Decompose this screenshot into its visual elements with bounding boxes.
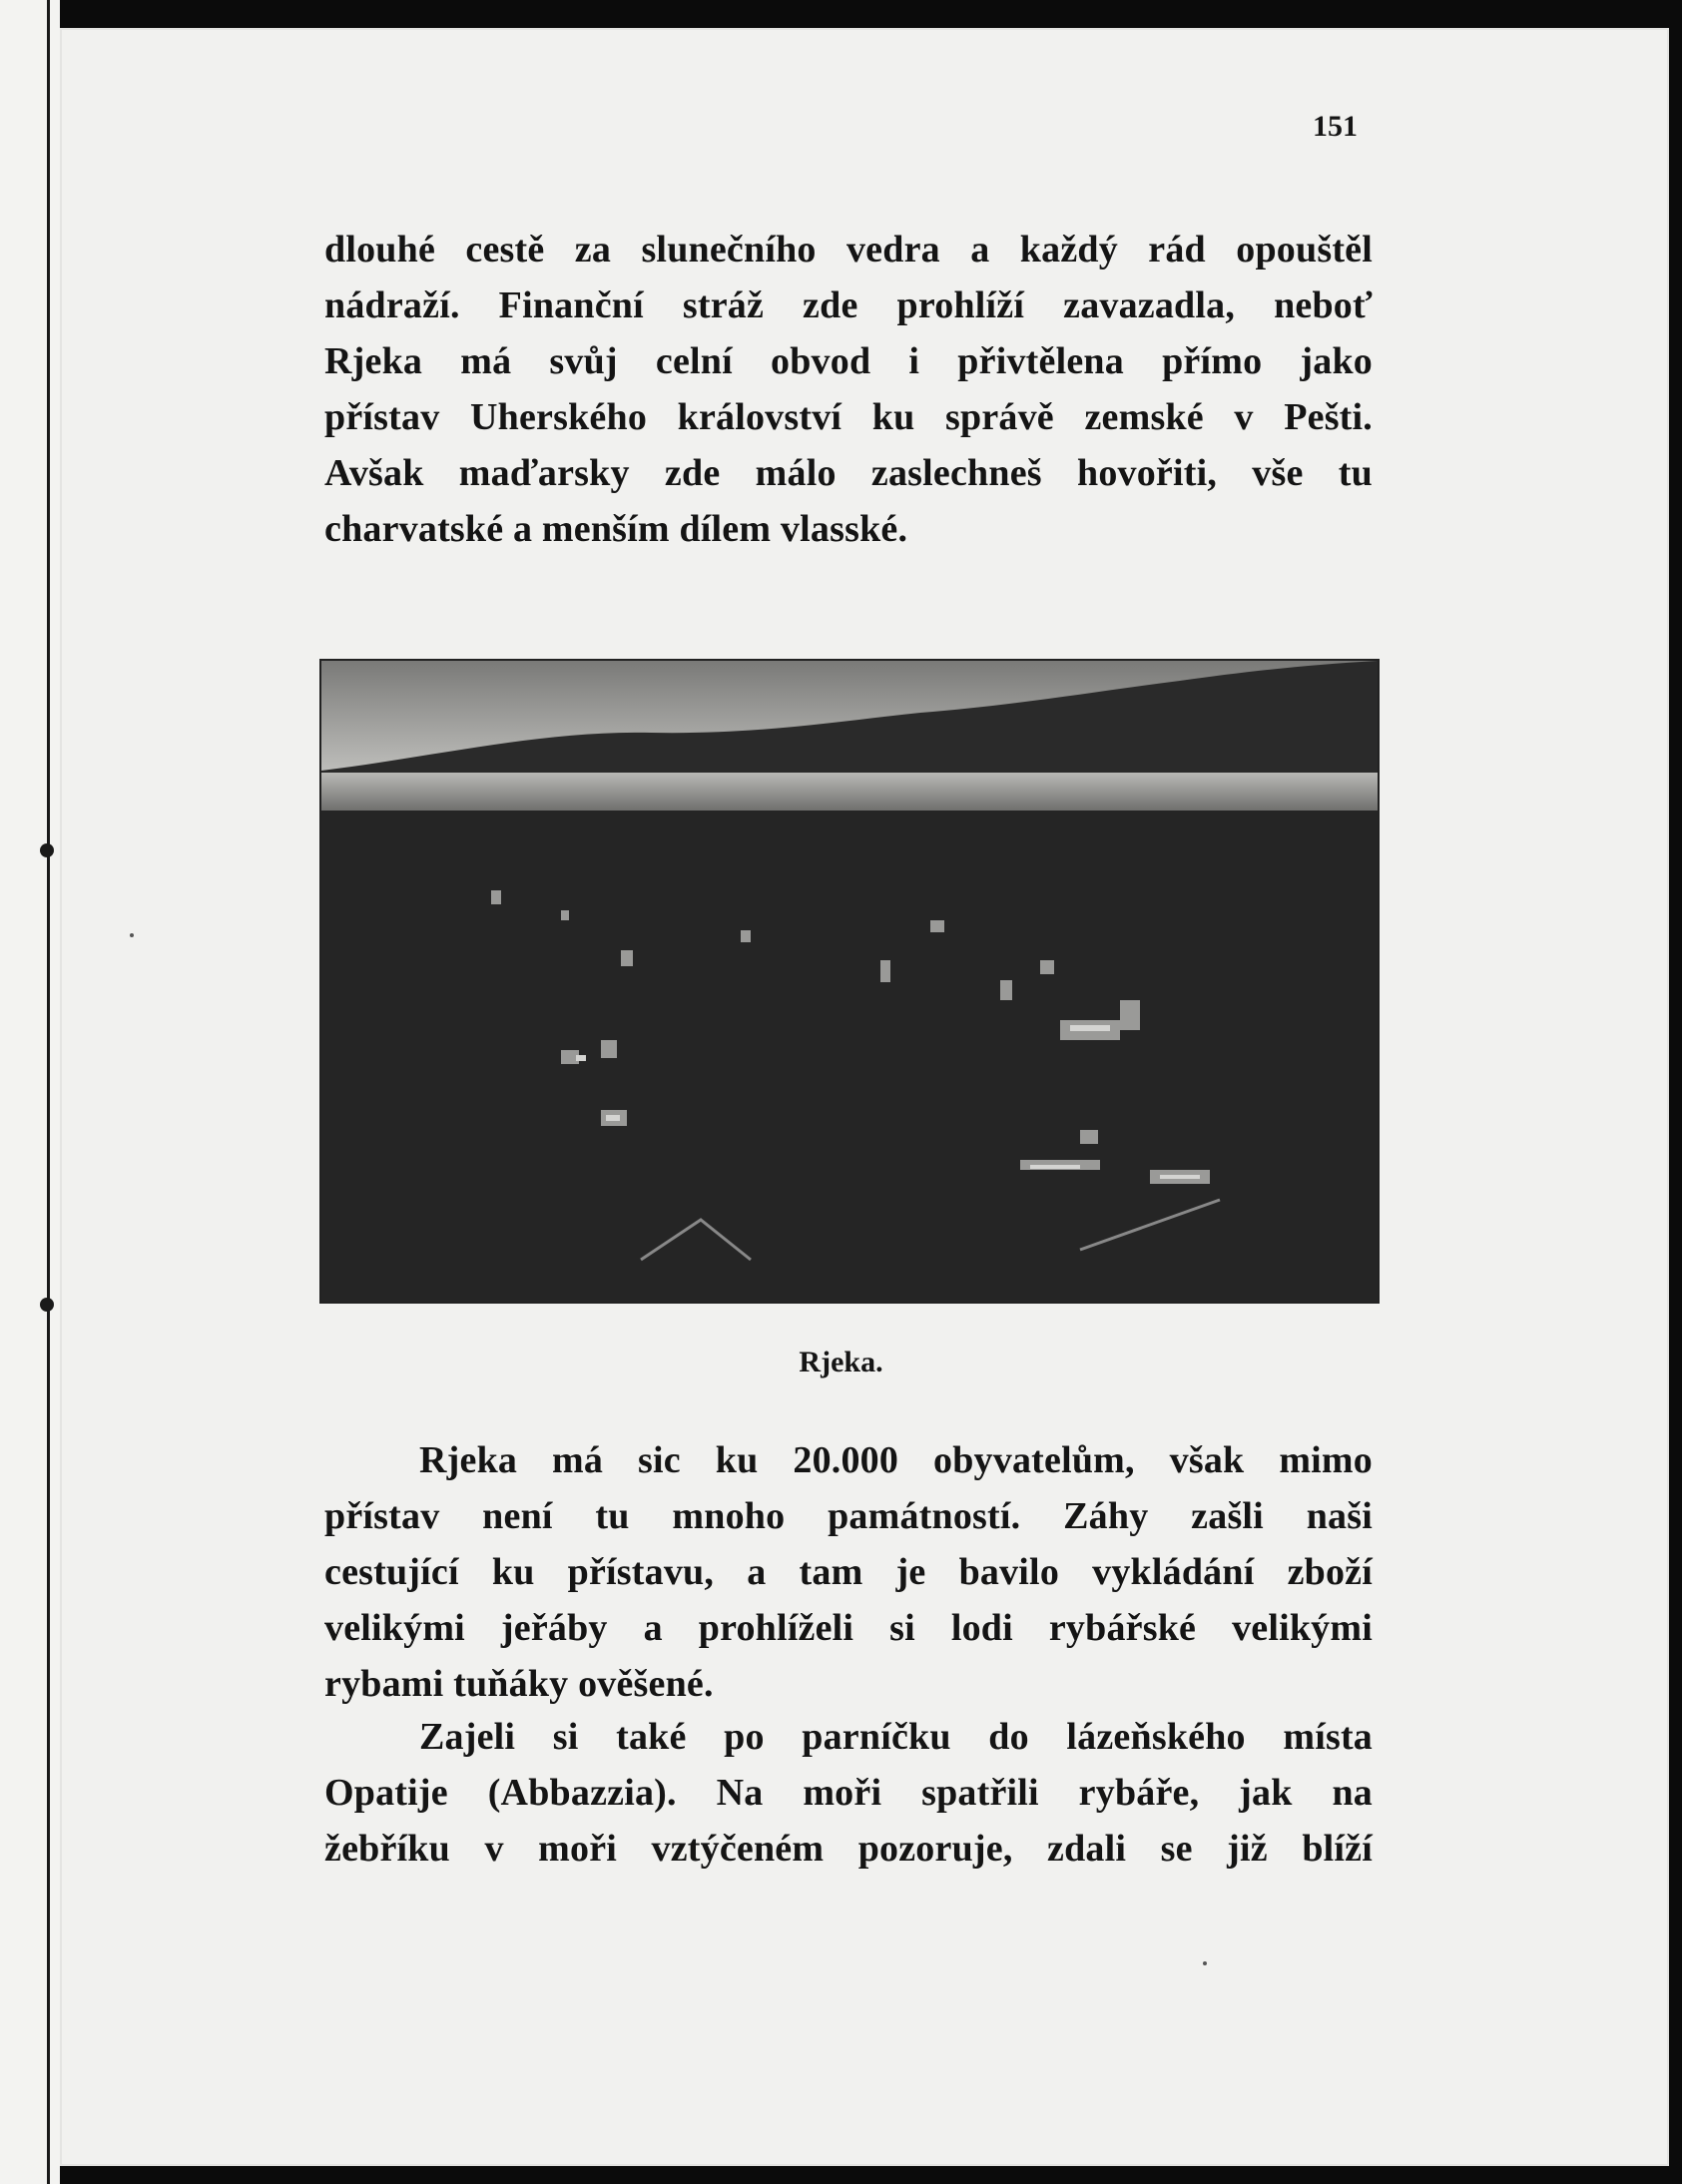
text-line: žebříku v moři vztýčeném pozoruje, zdali se již blíží xyxy=(324,1828,1373,1870)
book-gutter xyxy=(0,0,60,2184)
text-line: nádraží. Finanční stráž zde prohlíží zavazadla, neboť xyxy=(324,284,1373,326)
figure-caption: Rjeka. xyxy=(799,1346,883,1378)
paragraph-3 xyxy=(324,1709,1373,1877)
paragraph-1 xyxy=(324,222,1373,557)
photograph-icon xyxy=(321,661,1378,1302)
text-line: přístav není tu mnoho památností. Záhy zašli naši xyxy=(324,1495,1373,1537)
text-line: Opatije (Abbazzia). Na moři spatřili rybáře, jak na xyxy=(324,1772,1373,1814)
paragraph-2 xyxy=(324,1432,1373,1712)
town-foreground xyxy=(321,811,1378,1302)
gutter-rule xyxy=(47,0,50,2184)
text-line: přístav Uherského království ku správě zemské v Pešti. xyxy=(324,396,1373,438)
text-line: rybami tuňáky ověšené. xyxy=(324,1663,714,1705)
text-line: charvatské a menším dílem vlasské. xyxy=(324,508,908,550)
binding-mark xyxy=(40,1298,54,1312)
text-line: cestující ku přístavu, a tam je bavilo vykládání zboží xyxy=(324,1551,1373,1593)
binding-mark xyxy=(40,843,54,857)
harbor-photograph xyxy=(319,659,1380,1304)
sea xyxy=(321,773,1378,813)
text-line: dlouhé cestě za slunečního vedra a každý rád opouštěl xyxy=(324,229,1373,271)
text-line: Avšak maďarsky zde málo zaslechneš hovořiti, vše tu xyxy=(324,452,1373,494)
text-line: Rjeka má svůj celní obvod i přivtělena přímo jako xyxy=(324,340,1373,382)
speck xyxy=(130,933,134,937)
text-line: Zajeli si také po parníčku do lázeňského místa xyxy=(419,1716,1373,1758)
speck xyxy=(1203,1961,1207,1965)
text-line: Rjeka má sic ku 20.000 obyvatelům, však mimo xyxy=(419,1439,1373,1481)
page-number: 151 xyxy=(1313,110,1358,143)
text-line: velikými jeřáby a prohlíželi si lodi rybářské velikými xyxy=(324,1607,1373,1649)
